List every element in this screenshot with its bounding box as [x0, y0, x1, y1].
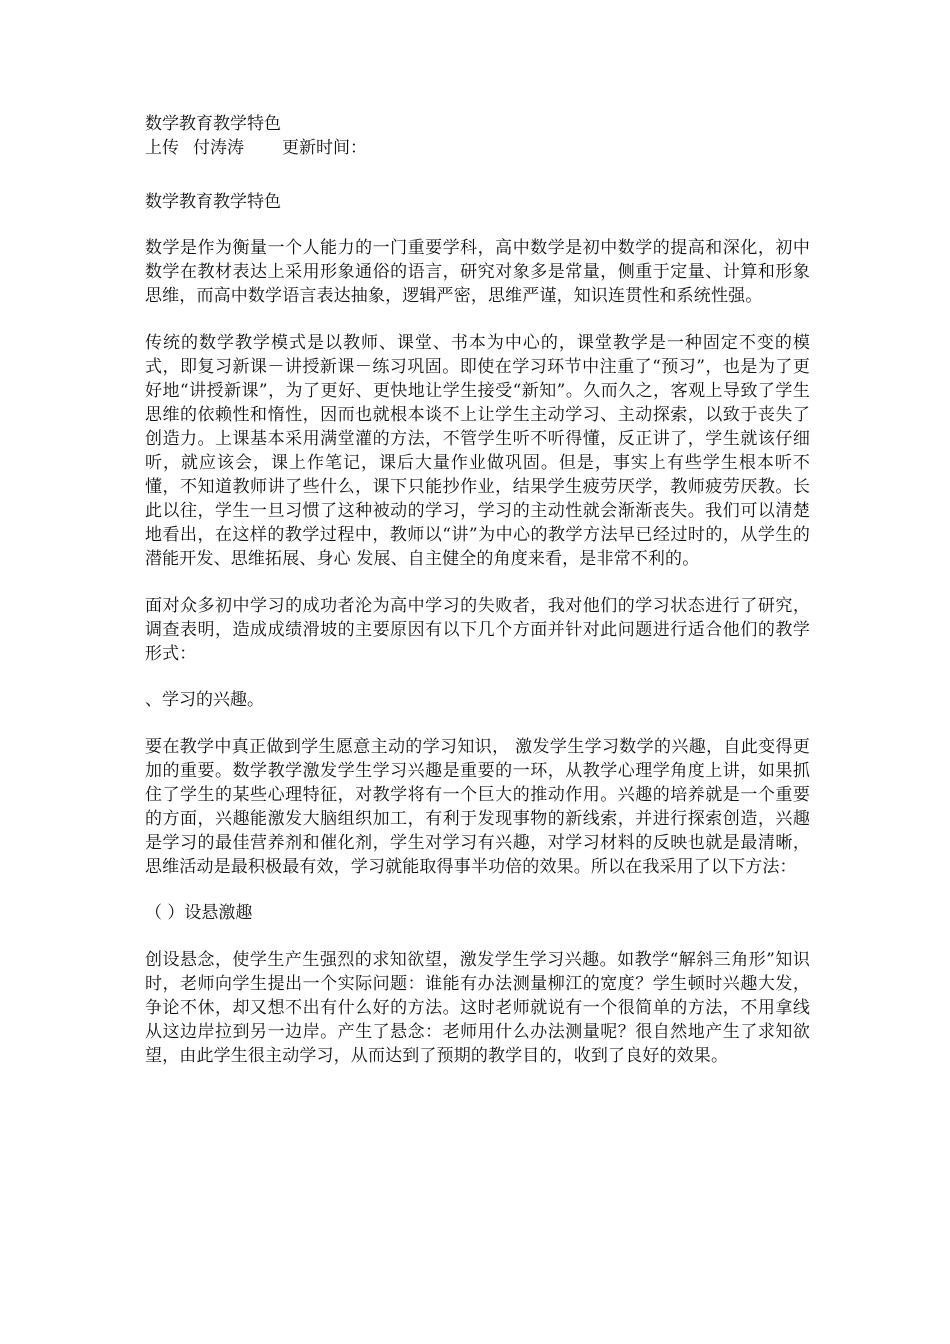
document-title: 数学教育教学特色: [145, 114, 281, 134]
paragraph-intro: 数学是作为衡量一个人能力的一门重要学科，高中数学是初中数学的提高和深化，初中数学在教材表达上采用形象通俗的语言，研究对象多是常量，侧重于定量、计算和形象思维，而高中数学语言表达抽象，逻辑严密，思维严谨，知识连贯性和系统性强。: [145, 238, 810, 306]
document-page: [145, 112, 810, 1068]
document-meta: [145, 136, 810, 160]
section-heading-interest: 、学习的兴趣。: [145, 690, 264, 710]
author-name: 付涛涛: [193, 138, 244, 158]
paragraph-interest: 要在教学中真正做到学生愿意主动的学习知识， 激发学生学习数学的兴趣，自此变得更加的重要。数学教学激发学生学习兴趣是重要的一环，从教学心理学角度上讲，如果抓住了学生的某些心理特征，对教学将有一个巨大的推动作用。兴趣的培养就是一个重要的方面，兴趣能激发大脑组织加工，有利于发现事物的新线索，并进行探索创造，兴趣是学习的最佳营养剂和催化剂，学生对学习有兴趣，对学习材料的反映也就是最清晰，思维活动是最积极最有效，学习就能取得事半功倍的效果。所以在我采用了以下方法：: [145, 737, 810, 877]
paragraph-research: 面对众多初中学习的成功者沦为高中学习的失败者，我对他们的学习状态进行了研究，调查表明，造成成绩滑坡的主要原因有以下几个方面并针对此问题进行适合他们的教学形式：: [145, 596, 810, 664]
paragraph-suspense: 创设悬念，使学生产生强烈的求知欲望，激发学生学习兴趣。如教学“解斜三角形”知识时，老师向学生提出一个实际问题：谁能有办法测量柳江的宽度？学生顿时兴趣大发，争论不休，却又想不出有什么好的方法。这时老师就说有一个很简单的方法，不用拿线从这边岸拉到另一边岸。产生了悬念：老师用什么办法测量呢？很自然地产生了求知欲望，由此学生很主动学习，从而达到了预期的教学目的，收到了良好的效果。: [145, 950, 810, 1066]
article-heading: 数学教育教学特色: [145, 192, 281, 212]
subsection-heading-suspense: （ ）设悬激趣: [145, 903, 253, 923]
paragraph-traditional-model: 传统的数学教学模式是以教师、课堂、书本为中心的，课堂教学是一种固定不变的模式，即复习新课－讲授新课－练习巩固。即使在学习环节中注重了“预习”，也是为了更好地“讲授新课”，为了更好、更快地让学生接受“新知”。久而久之，客观上导致了学生思维的依赖性和惰性，因而也就根本谈不上让学生主动学习、主动探索，以致于丧失了创造力。上课基本采用满堂灌的方法，不管学生听不听得懂，反正讲了，学生就该仔细听，就应该会，课上作笔记，课后大量作业做巩固。但是，事实上有些学生根本听不懂，不知道教师讲了些什么，课下只能抄作业，结果学生疲劳厌学，教师疲劳厌教。长此以往，学生一旦习惯了这种被动的学习，学习的主动性就会渐渐丧失。我们可以清楚地看出，在这样的教学过程中，教师以“讲”为中心的教学方法早已经过时的，从学生的潜能开发、思维拓展、身心 发展、自主健全的角度来看，是非常不利的。: [145, 333, 810, 569]
update-time-label: 更新时间：: [282, 138, 367, 158]
upload-label: 上传: [145, 138, 179, 158]
